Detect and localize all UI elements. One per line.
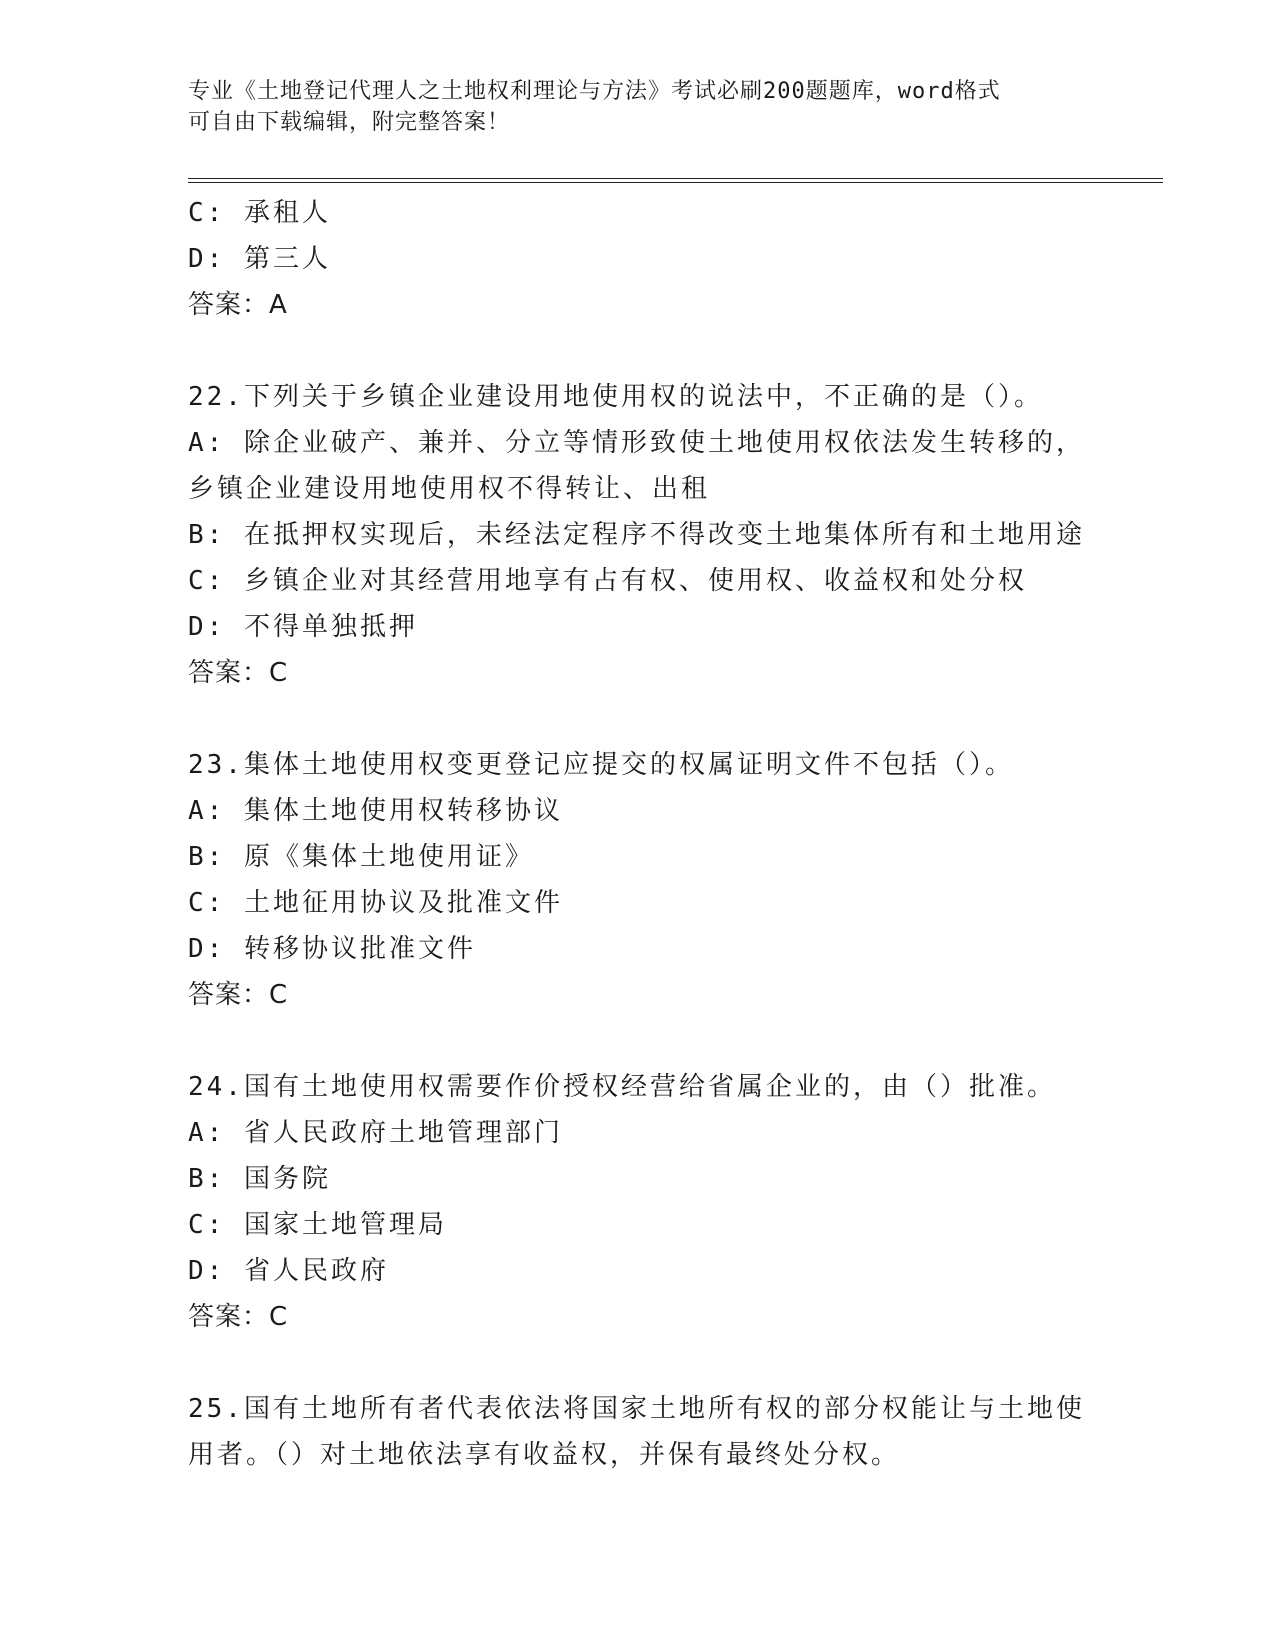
answer: 答案：C [188,1302,289,1332]
question-stem: 23.集体土地使用权变更登记应提交的权属证明文件不包括（）。 [188,750,1014,780]
option-c: C: 乡镇企业对其经营用地享有占有权、使用权、收益权和处分权 [188,566,1027,596]
option-d: D: 转移协议批准文件 [188,934,476,964]
option-d: D: 第三人 [188,244,331,274]
option-b: B: 在抵押权实现后，未经法定程序不得改变土地集体所有和土地用途 [188,520,1085,550]
answer: 答案：C [188,658,289,688]
header-line-2: 可自由下载编辑，附完整答案！ [188,110,511,135]
header-divider [188,178,1163,183]
option-a-continued: 乡镇企业建设用地使用权不得转让、出租 [188,474,711,504]
document-header [188,76,1088,138]
header-line-1: 专业《土地登记代理人之土地权利理论与方法》考试必刷200题题库，word格式 [188,79,1001,104]
option-d: D: 不得单独抵押 [188,612,418,642]
question-stem: 25.国有土地所有者代表依法将国家土地所有权的部分权能让与土地使 [188,1394,1085,1424]
question-23 [188,742,1088,1018]
option-a: A: 除企业破产、兼并、分立等情形致使土地使用权依法发生转移的， [188,428,1085,458]
option-c: C: 国家土地管理局 [188,1210,447,1240]
answer: 答案：C [188,980,289,1010]
question-content [188,190,1088,1478]
option-c: C: 承租人 [188,198,331,228]
question-24 [188,1064,1088,1340]
question-stem-continued: 用者。（）对土地依法享有收益权，并保有最终处分权。 [188,1440,901,1470]
option-a: A: 省人民政府土地管理部门 [188,1118,563,1148]
question-stem: 22.下列关于乡镇企业建设用地使用权的说法中，不正确的是（）。 [188,382,1043,412]
option-c: C: 土地征用协议及批准文件 [188,888,563,918]
option-b: B: 原《集体土地使用证》 [188,842,534,872]
question-25 [188,1386,1088,1478]
answer: 答案：A [188,290,288,320]
question-stem: 24.国有土地使用权需要作价授权经营给省属企业的，由（）批准。 [188,1072,1056,1102]
question-22 [188,374,1088,696]
option-a: A: 集体土地使用权转移协议 [188,796,563,826]
prev-question [188,190,1088,328]
option-d: D: 省人民政府 [188,1256,389,1286]
option-b: B: 国务院 [188,1164,331,1194]
